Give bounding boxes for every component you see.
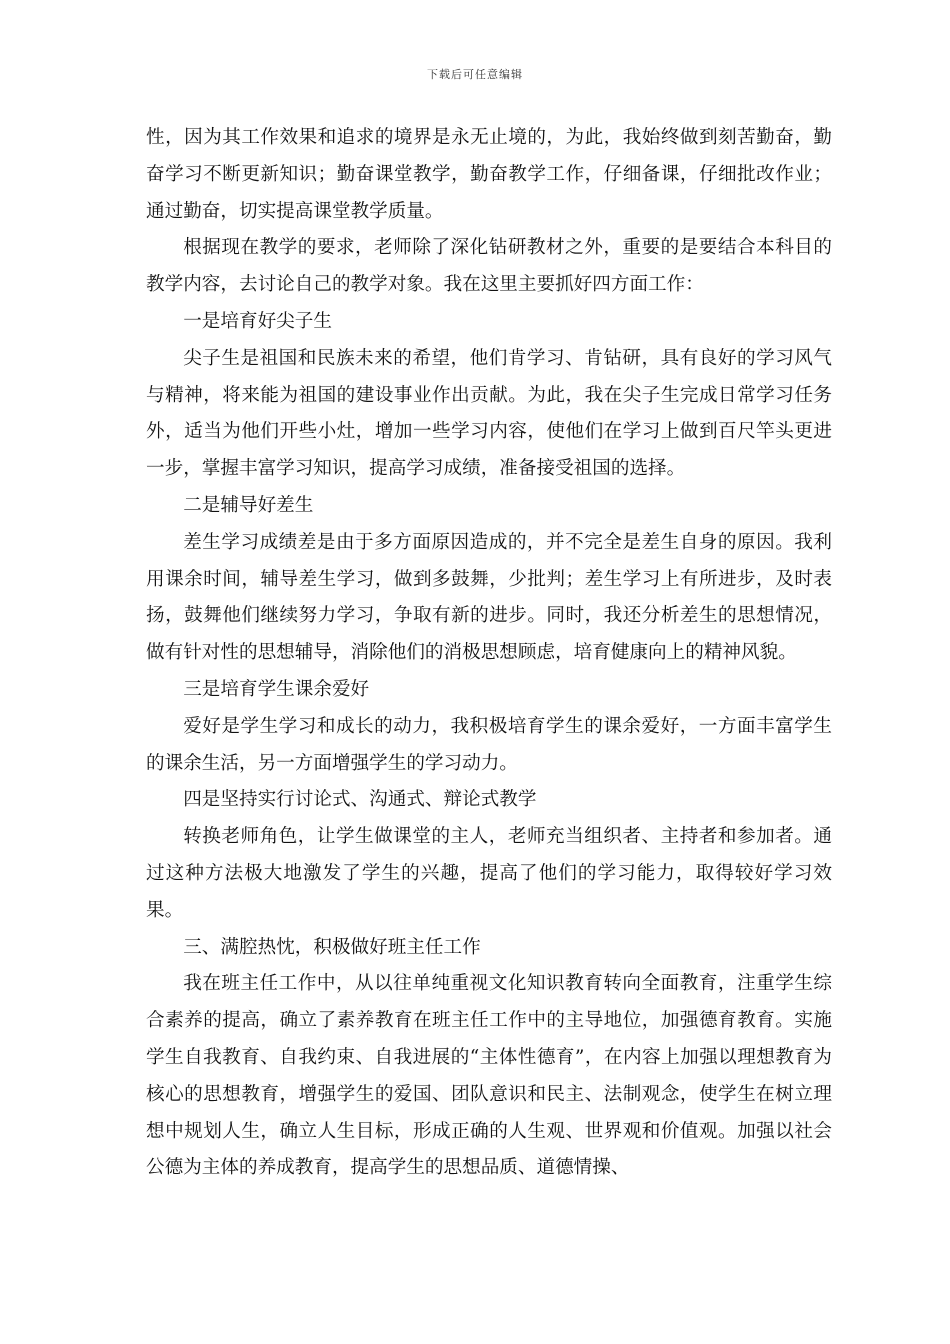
section-heading-class-teacher: 三、满腔热忱，积极做好班主任工作	[183, 936, 481, 958]
paragraph-2: 根据现在教学的要求，老师除了深化钻研教材之外，重要的是要结合本科目的教学内容，去讨论自己的教学对象。我在这里主要抓好四方面工作：	[146, 237, 832, 296]
page-header: 下载后可任意编辑	[427, 68, 523, 81]
section-heading-top-students: 一是培育好尖子生	[183, 310, 332, 332]
section-heading-hobbies: 三是培育学生课余爱好	[183, 678, 370, 700]
paragraph-class-teacher: 我在班主任工作中，从以往单纯重视文化知识教育转向全面教育，注重学生综合素养的提高，确立了素养教育在班主任工作中的主导地位，加强德育教育。实施学生自我教育、自我约束、自我进展的“主体性德育”，在内容上加强以理想教育为核心的思想教育，增强学生的爱国、团队意识和民主、法制观念，使学生在树立理想中规划人生，确立人生目标，形成正确的人生观、世界观和价值观。加强以社会公德为主体的养成教育，提高学生的思想品质、道德情操、	[146, 973, 832, 1179]
document-body	[146, 120, 832, 1187]
paragraph-top-students: 尖子生是祖国和民族未来的希望，他们肯学习、肯钻研，具有良好的学习风气与精神，将来能为祖国的建设事业作出贡献。为此，我在尖子生完成日常学习任务外，适当为他们开些小灶，增加一些学习内容，使他们在学习上做到百尺竿头更进一步，掌握丰富学习知识，提高学习成绩，准备接受祖国的选择。	[146, 347, 832, 480]
paragraph-hobbies: 爱好是学生学习和成长的动力，我积极培育学生的课余爱好，一方面丰富学生的课余生活，另一方面增强学生的学习动力。	[146, 715, 832, 774]
section-heading-teaching-style: 四是坚持实行讨论式、沟通式、辩论式教学	[183, 789, 537, 811]
paragraph-1: 性，因为其工作效果和追求的境界是永无止境的，为此，我始终做到刻苦勤奋，勤奋学习不断更新知识；勤奋课堂教学，勤奋教学工作，仔细备课，仔细批改作业；通过勤奋，切实提高课堂教学质量。	[146, 127, 832, 222]
section-heading-weak-students: 二是辅导好差生	[183, 494, 314, 516]
paragraph-teaching-style: 转换老师角色，让学生做课堂的主人，老师充当组织者、主持者和参加者。通过这种方法极大地激发了学生的兴趣，提高了他们的学习能力，取得较好学习效果。	[146, 826, 832, 921]
paragraph-weak-students: 差生学习成绩差是由于多方面原因造成的，并不完全是差生自身的原因。我利用课余时间，辅导差生学习，做到多鼓舞，少批判；差生学习上有所进步，及时表扬，鼓舞他们继续努力学习，争取有新的进步。同时，我还分析差生的思想情况，做有针对性的思想辅导，消除他们的消极思想顾虑，培育健康向上的精神风貌。	[146, 531, 832, 664]
